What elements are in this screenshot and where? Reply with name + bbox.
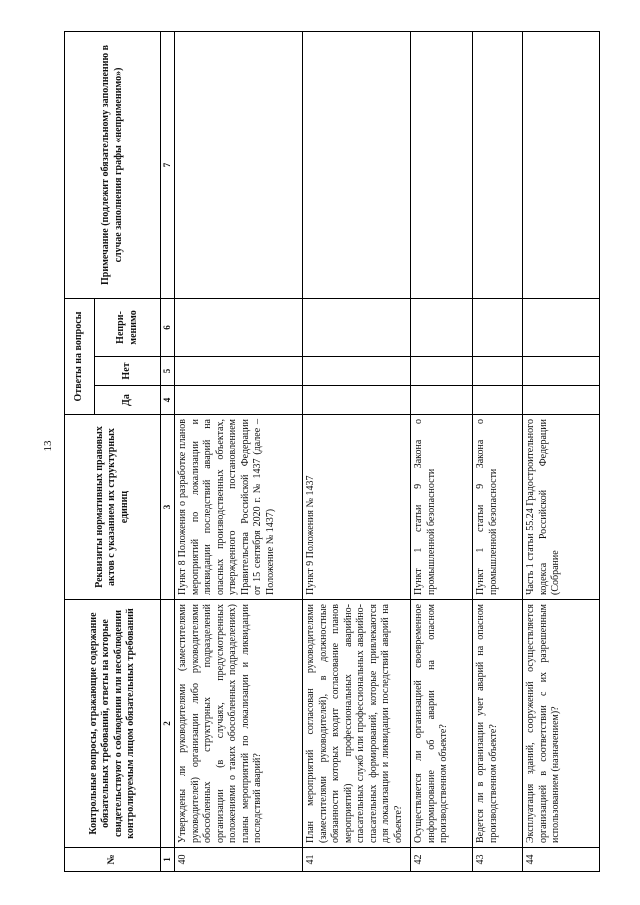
row-number: 41	[303, 848, 411, 872]
answer-no-cell[interactable]	[523, 357, 600, 386]
column-index: 5	[161, 357, 175, 386]
table-row	[175, 31, 303, 871]
question-cell: Осуществляется ли организацией своевременное информирование об аварии на опасном производственном объекте?	[411, 600, 473, 848]
rotated-page	[64, 32, 600, 872]
page-number: 13	[42, 440, 54, 452]
note-cell[interactable]	[473, 31, 523, 298]
column-index: 1	[161, 848, 175, 872]
header-answers: Ответы на вопросы	[65, 298, 95, 414]
answer-yes-cell[interactable]	[175, 386, 303, 415]
header-no: Нет	[95, 357, 161, 386]
table-row	[523, 31, 600, 871]
header-num: №	[65, 848, 161, 872]
question-cell: Эксплуатация зданий, сооружений осуществляется организацией в соответствии с их разрешенным использованием (назначением)?	[523, 600, 600, 848]
answer-na-cell[interactable]	[175, 298, 303, 356]
answer-yes-cell[interactable]	[523, 386, 600, 415]
row-number: 42	[411, 848, 473, 872]
note-cell[interactable]	[175, 31, 303, 298]
question-cell: План мероприятий согласован руководителями (заместителями руководителей), в должностные обязанности которых входит согласование планов мероприятий) профессиональных аварийно-спасательных служб или профессиональных аварийно-спасательных формирований, которые привлекаются для локализации и ликвидации последствий аварий на объекте?	[303, 600, 411, 848]
answer-na-cell[interactable]	[411, 298, 473, 356]
note-cell[interactable]	[523, 31, 600, 298]
column-index-row	[161, 31, 175, 871]
note-cell[interactable]	[303, 31, 411, 298]
answer-na-cell[interactable]	[303, 298, 411, 356]
table-row	[411, 31, 473, 871]
header-question: Контрольные вопросы, отражающие содержание обязательных требований, ответы на которые свидетельствуют о соблюдении или несоблюдении контролируемым лицом обязательных требований	[65, 600, 161, 848]
column-index: 7	[161, 31, 175, 298]
answer-yes-cell[interactable]	[411, 386, 473, 415]
row-number: 40	[175, 848, 303, 872]
requisites-cell: Пункт 8 Положения о разработке планов мероприятий по локализации и ликвидации последствий аварий на опасных производственных объектах, утвержденного постановлением Правительства Российской Федерации от 15 сентября 2020 г. № 1437 (далее – Положение № 1437)	[175, 415, 303, 600]
requisites-cell: Пункт 9 Положения № 1437	[303, 415, 411, 600]
header-note: Примечание (подлежит обязательному заполнению в случае заполнения графы «неприменимо»)	[65, 31, 161, 298]
row-number: 44	[523, 848, 600, 872]
answer-no-cell[interactable]	[473, 357, 523, 386]
answer-na-cell[interactable]	[473, 298, 523, 356]
table-row	[473, 31, 523, 871]
answer-no-cell[interactable]	[303, 357, 411, 386]
answer-na-cell[interactable]	[523, 298, 600, 356]
requisites-cell: Пункт 1 статьи 9 Закона о промышленной безопасности	[473, 415, 523, 600]
header-na: Непри-менимо	[95, 298, 161, 356]
question-cell: Утверждены ли руководителями (заместителями руководителей) организации либо руководителями обособленных структурных подразделений организации (в случаях, предусмотренных положениями о таких обособленных подразделениях) планы мероприятий по локализации и ликвидации последствий аварий?	[175, 600, 303, 848]
answer-no-cell[interactable]	[411, 357, 473, 386]
header-yes: Да	[95, 386, 161, 415]
requisites-cell: Пункт 1 статьи 9 Закона о промышленной безопасности	[411, 415, 473, 600]
answer-no-cell[interactable]	[175, 357, 303, 386]
table-row	[303, 31, 411, 871]
answer-yes-cell[interactable]	[473, 386, 523, 415]
row-number: 43	[473, 848, 523, 872]
column-index: 4	[161, 386, 175, 415]
note-cell[interactable]	[411, 31, 473, 298]
column-index: 3	[161, 415, 175, 600]
checklist-table	[64, 31, 600, 872]
answer-yes-cell[interactable]	[303, 386, 411, 415]
question-cell: Ведется ли в организации учет аварий на опасном производственном объекте?	[473, 600, 523, 848]
header-requisites: Реквизиты нормативных правовых актов с указанием их структурных единиц	[65, 415, 161, 600]
column-index: 6	[161, 298, 175, 356]
column-index: 2	[161, 600, 175, 848]
requisites-cell: Часть 1 статьи 55.24 Градостроительного кодекса Российской Федерации (Собрание	[523, 415, 600, 600]
